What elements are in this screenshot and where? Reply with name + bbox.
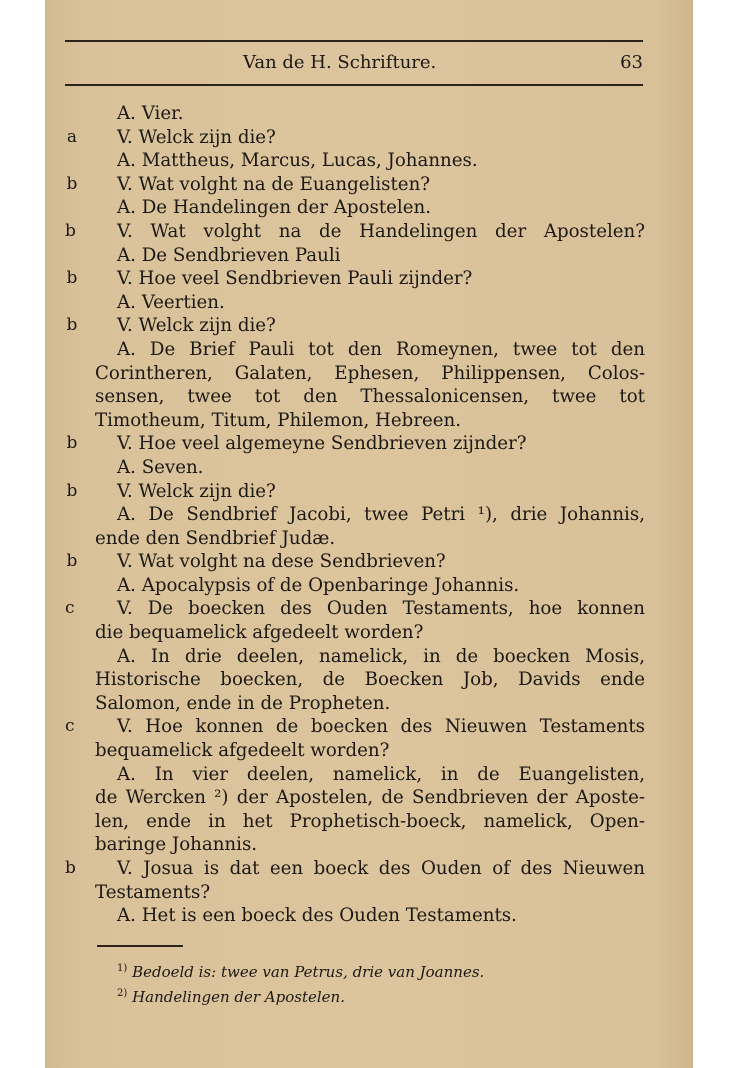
line-text: Testaments?	[95, 881, 211, 903]
text-line	[65, 857, 645, 881]
text-line	[95, 810, 645, 834]
line-text: Corintheren, Galaten, Ephesen, Philippensen, Colos-	[95, 362, 645, 384]
line-text: V. De boecken des Ouden Testaments, hoe konnen	[117, 598, 645, 620]
line-text: A. In vier deelen, namelick, in de Euangelisten,	[117, 763, 645, 785]
line-text: V. Wat volght na de Handelingen der Apostelen?	[117, 220, 645, 242]
margin-marker: b	[66, 551, 78, 572]
line-text: A. De Sendbrief Jacobi, twee Petri ¹), drie Johannis,	[117, 504, 645, 526]
text-line	[66, 314, 645, 338]
line-text: V. Wat volght na dese Sendbrieven?	[117, 551, 446, 573]
margin-marker: c	[65, 598, 75, 619]
text-line	[65, 597, 645, 621]
text-line	[95, 833, 645, 857]
margin-marker: b	[66, 173, 78, 194]
text-line	[95, 668, 645, 692]
margin-marker: b	[66, 433, 78, 454]
text-line	[95, 904, 645, 928]
text-line	[95, 338, 645, 362]
line-text: Timotheum, Titum, Philemon, Hebreen.	[95, 409, 462, 431]
line-text: A. De Brief Pauli tot den Romeynen, twee tot den	[117, 338, 645, 360]
margin-marker: b	[65, 220, 76, 241]
text-line	[65, 220, 645, 244]
line-text: V. Welck zijn die?	[117, 480, 276, 502]
line-text: de Wercken ²) der Apostelen, de Sendbrieven der Aposte-	[95, 787, 645, 809]
text-line	[95, 621, 645, 645]
line-text: A. De Handelingen der Apostelen.	[117, 197, 431, 219]
text-line	[95, 149, 645, 173]
text-line	[95, 739, 645, 763]
line-text: bequamelick afgedeelt worden?	[95, 740, 390, 762]
line-text: V. Josua is dat een boeck des Ouden of des Nieuwen	[117, 858, 645, 879]
page-number: 63	[620, 52, 643, 73]
running-header	[45, 52, 693, 76]
text-line	[95, 786, 645, 810]
footnote-1: $^{1)}$ Bedoeld is: twee van Petrus, drie van Joannes.	[117, 963, 485, 981]
text-line	[95, 763, 645, 787]
text-line	[95, 881, 645, 905]
line-text: sensen, twee tot den Thessalonicensen, twee tot	[95, 386, 645, 408]
line-text: V. Welck zijn die?	[117, 315, 276, 337]
margin-marker: a	[66, 126, 78, 147]
line-text: A. In drie deelen, namelick, in de boecken Mosis,	[117, 645, 645, 667]
text-line	[95, 102, 645, 126]
text-line	[95, 291, 645, 315]
text-line	[95, 692, 645, 716]
line-text: V. Wat volght na de Euangelisten?	[117, 173, 431, 195]
line-text: die bequamelick afgedeelt worden?	[95, 622, 424, 644]
text-line	[66, 550, 645, 574]
footnotes	[117, 958, 484, 1008]
line-text: A. Apocalypsis of de Openbaringe Johannis.	[117, 574, 520, 596]
text-line	[95, 196, 645, 220]
line-text: V. Hoe konnen de boecken des Nieuwen Testaments	[117, 716, 645, 738]
line-text: A. Seven.	[117, 456, 204, 478]
text-line	[95, 385, 645, 409]
line-text: baringe Johannis.	[95, 834, 258, 856]
line-text: V. Hoe veel algemeyne Sendbrieven zijnder?	[117, 433, 527, 455]
line-text: V. Hoe veel Sendbrieven Pauli zijnder?	[117, 268, 473, 290]
line-text: A. De Sendbrieven Pauli	[117, 244, 341, 266]
text-line	[66, 173, 645, 197]
text-line	[66, 126, 645, 150]
margin-marker: b	[66, 315, 78, 336]
line-text: Salomon, ende in de Propheten.	[95, 692, 391, 714]
book-page	[45, 0, 693, 1068]
line-text: V. Welck zijn die?	[117, 126, 276, 148]
margin-marker: b	[66, 268, 78, 289]
margin-marker: c	[65, 716, 75, 737]
line-text: A. Vier.	[117, 103, 184, 124]
line-text: A. Het is een boeck des Ouden Testaments.	[117, 905, 517, 927]
text-line	[95, 409, 645, 433]
line-text: A. Mattheus, Marcus, Lucas, Johannes.	[117, 150, 478, 172]
margin-marker: b	[65, 858, 76, 878]
text-line	[95, 503, 645, 527]
text-line	[95, 527, 645, 551]
catechism-text	[65, 102, 645, 928]
header-bottom-rule	[65, 84, 643, 86]
text-line	[95, 456, 645, 480]
footnote-2: $^{2)}$ Handelingen der Apostelen.	[117, 988, 345, 1006]
margin-marker: b	[66, 480, 78, 501]
text-line	[95, 574, 645, 598]
header-top-rule	[65, 40, 643, 42]
text-line	[65, 715, 645, 739]
text-line	[66, 432, 645, 456]
text-line	[66, 480, 645, 504]
text-line	[95, 244, 645, 268]
line-text: Historische boecken, de Boecken Job, Davids ende	[95, 669, 645, 691]
running-title: Van de H. Schrifture.	[243, 52, 437, 73]
text-line	[95, 645, 645, 669]
line-text: ende den Sendbrief Judæ.	[95, 527, 336, 549]
line-text: len, ende in het Prophetisch-boeck, namelick, Open-	[95, 810, 645, 832]
footnote-rule	[97, 945, 183, 947]
line-text: A. Veertien.	[117, 291, 225, 313]
text-line	[95, 362, 645, 386]
text-line	[66, 267, 645, 291]
